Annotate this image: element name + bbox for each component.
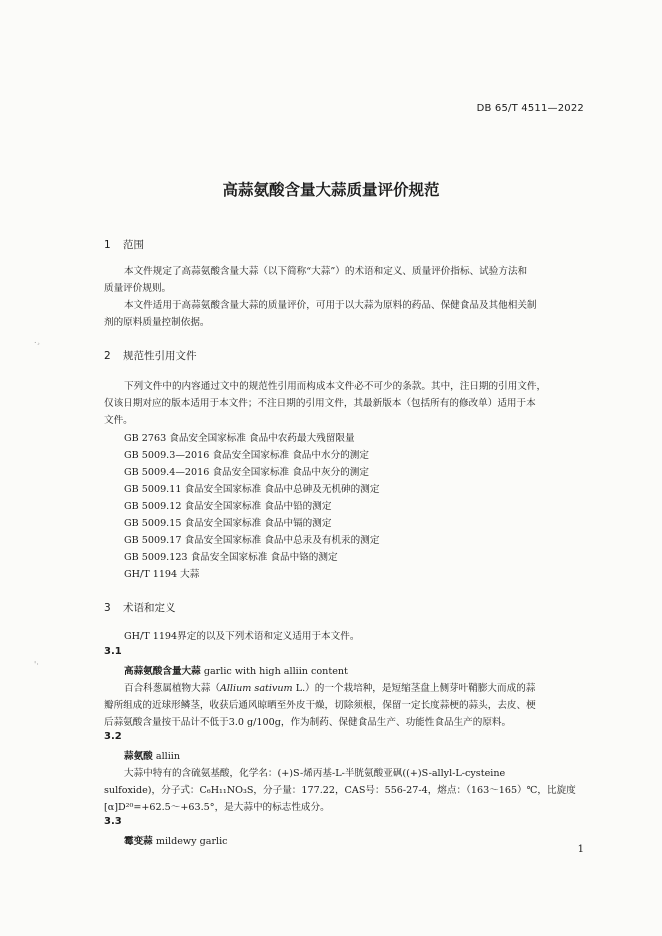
term-definition-line1: 大蒜中特有的含硫氨基酸，化学名：(+)S-烯丙基-L-半胱氨酸亚砜((+)S-allyl-L-cysteine	[124, 768, 506, 779]
section-title: 规范性引用文件	[123, 350, 197, 362]
section-2-intro-line2: 仅该日期对应的版本适用于本文件；不注日期的引用文件，其最新版本（包括所有的修改单）适用于本	[104, 398, 536, 409]
document-title: 高蒜氨酸含量大蒜质量评价规范	[222, 181, 440, 199]
section-3-heading	[104, 600, 176, 615]
section-number: 3	[104, 602, 111, 614]
reference-item: GB 5009.12 食品安全国家标准 食品中铅的测定	[124, 501, 332, 512]
term-heading	[124, 663, 348, 677]
term-definition-line3: 后蒜氨酸含量按干品计不低于3.0 g/100g，作为制药、保健食品生产、功能性食品生产的原料。	[104, 717, 512, 728]
latin-name: Allium sativum	[219, 683, 293, 694]
section-1-para2-line2: 剂的原料质量控制依据。	[104, 317, 210, 328]
reference-item: GB 5009.11 食品安全国家标准 食品中总砷及无机砷的测定	[124, 484, 380, 495]
section-2-heading	[104, 348, 197, 363]
reference-item: GB 5009.3—2016 食品安全国家标准 食品中水分的测定	[124, 450, 369, 461]
standard-number: DB 65/T 4511—2022	[476, 103, 584, 114]
scan-mark: .¸	[34, 336, 41, 345]
section-2-intro-line1: 下列文件中的内容通过文中的规范性引用而构成本文件必不可少的条款。其中，注日期的引用文件，	[124, 381, 547, 392]
section-title: 术语和定义	[123, 602, 176, 614]
reference-item: GB 5009.4—2016 食品安全国家标准 食品中灰分的测定	[124, 467, 369, 478]
term-english: garlic with high alliin content	[203, 666, 348, 677]
term-definition-line2: 瓣所组成的近球形鳞茎，收获后通风晾晒至外皮干燥，切除须根，保留一定长度蒜梗的蒜头，去皮、梗	[104, 700, 536, 711]
section-number: 1	[104, 239, 111, 251]
section-number: 2	[104, 350, 111, 362]
term-heading	[124, 833, 228, 847]
term-english: alliin	[155, 751, 181, 762]
section-1-para1-line1: 本文件规定了高蒜氨酸含量大蒜（以下简称“大蒜”）的术语和定义、质量评价指标、试验方法和	[124, 266, 528, 277]
reference-item: GB 2763 食品安全国家标准 食品中农药最大残留限量	[124, 433, 355, 444]
term-number: 3.2	[104, 731, 122, 742]
section-2-intro-line3: 文件。	[104, 415, 133, 426]
reference-item: GB 5009.17 食品安全国家标准 食品中总汞及有机汞的测定	[124, 535, 380, 546]
reference-item: GB 5009.15 食品安全国家标准 食品中镉的测定	[124, 518, 332, 529]
term-chinese: 霉变蒜	[124, 836, 153, 847]
term-definition-line2: sulfoxide)，分子式：C₆H₁₁NO₃S，分子量：177.22，CAS号：556-27-4，熔点：（163～165）℃，比旋度	[104, 785, 576, 796]
term-number: 3.1	[104, 646, 122, 657]
reference-item: GH/T 1194 大蒜	[124, 569, 200, 580]
section-1-para1-line2: 质量评价规则。	[104, 283, 172, 294]
section-1-heading	[104, 237, 144, 252]
page-number: 1	[577, 844, 584, 855]
term-chinese: 高蒜氨酸含量大蒜	[124, 666, 201, 677]
term-definition-line3: [α]D²⁰=+62.5～+63.5°，是大蒜中的标志性成分。	[104, 802, 330, 813]
term-english: mildewy garlic	[155, 836, 228, 847]
term-number: 3.3	[104, 816, 122, 827]
term-heading	[124, 748, 180, 762]
section-1-para2-line1: 本文件适用于高蒜氨酸含量大蒜的质量评价，可用于以大蒜为原料的药品、保健食品及其他相关制	[124, 300, 537, 311]
scan-mark: '·	[34, 660, 39, 669]
reference-item: GB 5009.123 食品安全国家标准 食品中铬的测定	[124, 552, 338, 563]
term-chinese: 蒜氨酸	[124, 751, 153, 762]
section-title: 范围	[123, 239, 144, 251]
term-definition-line1: 百合科葱属植物大蒜（Allium sativum L.）的一个栽培种，是短缩茎盘上侧芽叶鞘膨大而成的蒜	[124, 683, 536, 694]
section-3-intro: GH/T 1194界定的以及下列术语和定义适用于本文件。	[124, 631, 360, 642]
